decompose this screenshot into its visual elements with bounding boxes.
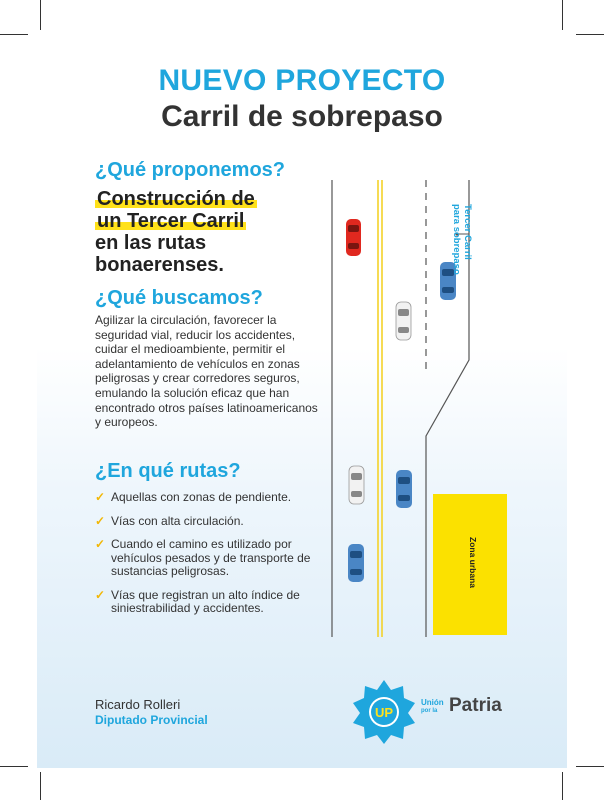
crop-mark — [562, 0, 563, 30]
red-car — [346, 219, 361, 256]
checkmark-icon: ✓ — [95, 537, 106, 551]
third-lane-label: Tercer Carril para sobrepaso — [451, 204, 473, 275]
crop-mark — [576, 766, 604, 767]
blue-car — [396, 470, 412, 508]
crop-mark — [576, 34, 604, 35]
page-subtitle: Carril de sobrepaso — [161, 100, 443, 133]
logo-text-union: Unión — [421, 698, 444, 707]
union-por-la-patria-logo-icon — [351, 678, 417, 744]
list-item: ✓ Cuando el camino es utilizado por vehículos pesados y de transporte de sustancias peligrosas. — [95, 537, 311, 578]
crop-mark — [0, 34, 28, 35]
checkmark-icon: ✓ — [95, 513, 106, 528]
highlight-text: Construcción de — [97, 188, 255, 210]
urban-zone-label: Zona urbana — [468, 537, 478, 589]
crop-mark — [0, 766, 28, 767]
list-item: ✓ Aquellas con zonas de pendiente. — [95, 490, 292, 504]
blue-car — [348, 544, 364, 582]
crop-mark — [40, 0, 41, 30]
white-car — [396, 302, 411, 340]
list-item: ✓ Vías que registran un alto índice de siniestrabilidad y accidentes. — [95, 587, 300, 615]
flyer — [37, 42, 567, 768]
road-diagram — [37, 42, 567, 768]
logo-text-patria: Patria — [449, 695, 502, 716]
crop-mark — [40, 772, 41, 800]
proposal-line-3: en las rutas — [95, 232, 207, 254]
heading-que-buscamos: ¿Qué buscamos? — [95, 287, 263, 309]
heading-que-proponemos: ¿Qué proponemos? — [95, 159, 285, 181]
heading-en-que-rutas: ¿En qué rutas? — [95, 460, 241, 482]
checkmark-icon: ✓ — [95, 587, 106, 602]
list-item: ✓ Vías con alta circulación. — [95, 513, 244, 528]
proposal-line-4: bonaerenses. — [95, 254, 224, 276]
author-role: Diputado Provincial — [95, 713, 208, 727]
highlight-text: un Tercer Carril — [97, 210, 245, 232]
goals-paragraph: Agilizar la circulación, favorecer la seguridad vial, reducir los accidentes, cuidar el medioambiente, permitir el adelantamiento de vehículos en zonas peligrosas y crear corredores seguros, emulando la solución eficaz que han encontrado otros países latinoamericanos y europeos. — [95, 313, 318, 430]
logo-text-por-la: por la — [421, 708, 438, 714]
white-car — [349, 466, 364, 504]
page-title: NUEVO PROYECTO — [158, 64, 446, 97]
crop-mark — [562, 772, 563, 800]
checkmark-icon: ✓ — [95, 490, 106, 504]
logo-badge-text: UP — [374, 705, 394, 720]
author-name: Ricardo Rolleri — [95, 697, 181, 712]
